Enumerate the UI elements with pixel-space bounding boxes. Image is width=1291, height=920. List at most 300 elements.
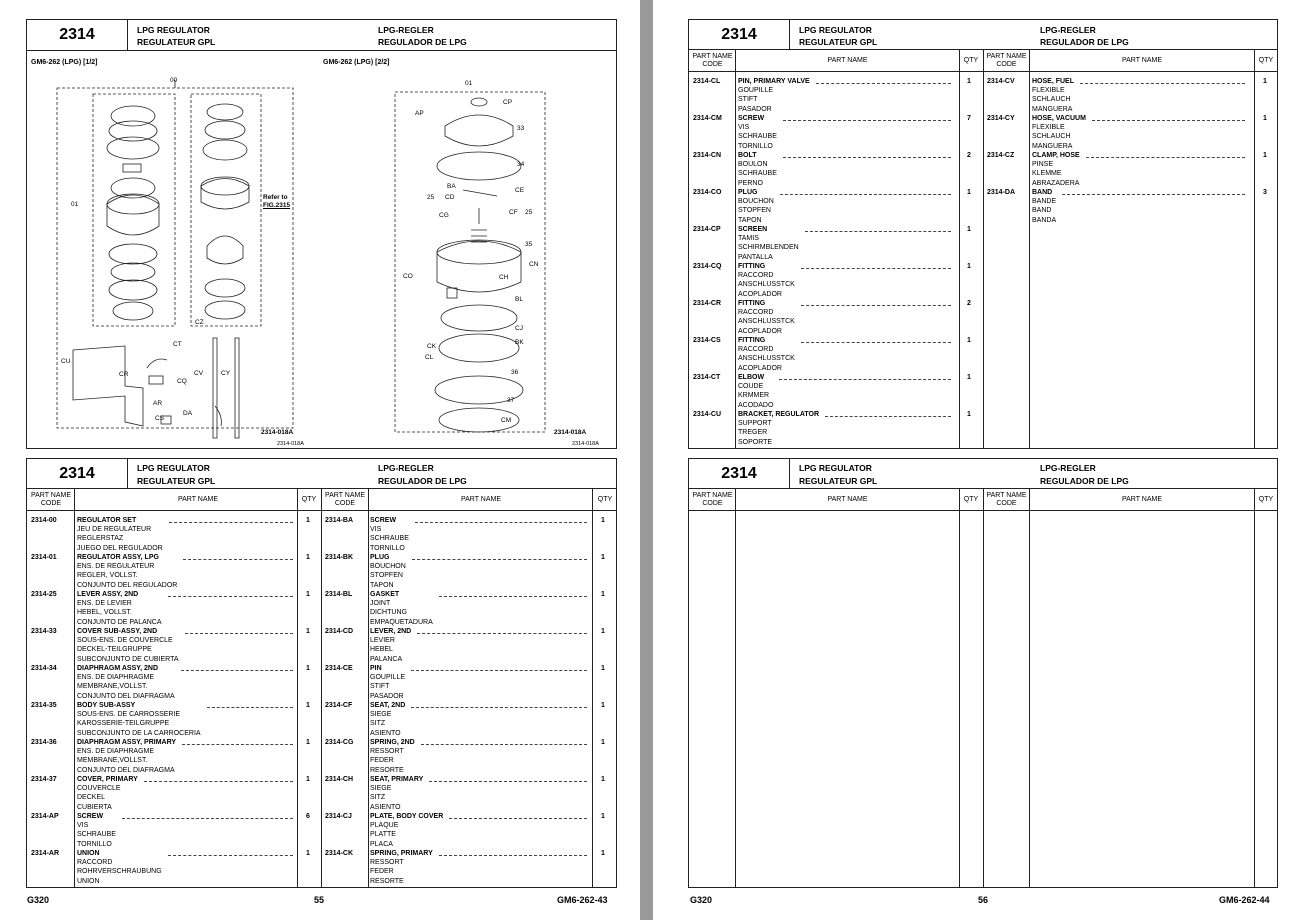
col-qty: QTY xyxy=(963,56,979,64)
part-name-translation: PLATTE xyxy=(370,831,396,839)
part-name-translation: ACOPLADOR xyxy=(738,364,782,372)
part-code: 2314-CQ xyxy=(693,263,722,270)
part-code: 2314-CL xyxy=(693,78,721,85)
part-name-translation: RESSORT xyxy=(370,859,404,867)
part-name-translation: PLAQUE xyxy=(370,822,399,830)
part-name-translation: BANDA xyxy=(1032,216,1057,224)
leader-line xyxy=(801,342,951,343)
part-code: 2314-CF xyxy=(325,702,353,709)
callout-ch: CH xyxy=(499,274,509,281)
col-code: PART NAME CODE xyxy=(30,491,72,507)
part-name-translation: SCHRAUBE xyxy=(738,170,777,178)
part-name-translation: JOINT xyxy=(370,600,391,608)
part-code: 2314-CR xyxy=(693,300,722,307)
part-name xyxy=(370,738,415,775)
leader-line xyxy=(816,83,951,84)
refer-to-figure-link[interactable]: FIG.2315 xyxy=(263,202,291,209)
part-code: 2314-CG xyxy=(325,739,354,746)
part-code: 2314-CU xyxy=(693,411,722,418)
part-code: 2314-CZ xyxy=(987,152,1015,159)
part-name-en: BOLT xyxy=(738,152,757,159)
part-name-en: SCREW xyxy=(738,115,765,122)
callout-37: 37 xyxy=(507,397,515,404)
callout-cs: CS xyxy=(155,415,165,422)
part-name-translation: ASIENTO xyxy=(370,729,401,737)
part-name xyxy=(738,225,799,262)
col-qty: QTY xyxy=(963,495,979,503)
part-name-en: CLAMP, HOSE xyxy=(1032,152,1080,159)
col-name-2: PART NAME xyxy=(1121,56,1163,64)
part-name-translation: ENS. DE DIAPHRAGME xyxy=(77,748,155,756)
part-name xyxy=(77,664,175,701)
part-name-en: UNION xyxy=(77,850,100,857)
part-qty: 1 xyxy=(306,628,310,635)
part-code: 2314-CT xyxy=(693,374,721,381)
title-es: REGULADOR DE LPG xyxy=(1040,37,1129,47)
callout-35: 35 xyxy=(525,241,533,248)
part-code: 2314-36 xyxy=(31,739,57,746)
part-name-translation: VIS xyxy=(738,124,750,132)
callout-ap: AP xyxy=(415,110,424,117)
part-name-en: SCREW xyxy=(370,517,397,524)
part-qty: 1 xyxy=(601,554,605,561)
part-name-translation: KLEMME xyxy=(1032,170,1062,178)
part-name-translation: BANDE xyxy=(1032,198,1057,206)
part-name-translation: PERNO xyxy=(738,179,763,187)
parts-table-right-bottom xyxy=(688,458,1278,888)
part-qty: 2 xyxy=(967,152,971,159)
leader-line xyxy=(825,416,951,417)
callout-ar: AR xyxy=(153,400,163,407)
diagram-panel xyxy=(26,19,617,449)
part-name-translation: ACODADO xyxy=(738,401,774,409)
part-name xyxy=(370,516,409,553)
part-name xyxy=(77,701,201,738)
leader-line xyxy=(415,522,587,523)
callout-cg: CG xyxy=(439,212,449,219)
part-qty: 1 xyxy=(967,411,971,418)
panel-header xyxy=(27,20,616,51)
part-name-translation: CONJUNTO DEL REGULADOR xyxy=(77,581,178,589)
part-name-translation: SUBCONJUNTO DE LA CARROCERIA xyxy=(77,729,201,737)
figure-number: 2314 xyxy=(689,20,790,49)
part-qty: 1 xyxy=(601,776,605,783)
leader-line xyxy=(411,707,587,708)
part-name-translation: PANTALLA xyxy=(738,253,773,261)
callout-ct: CT xyxy=(173,341,182,348)
part-code: 2314-00 xyxy=(31,517,57,524)
part-name-translation: TAMIS xyxy=(738,235,759,243)
part-qty: 1 xyxy=(967,226,971,233)
part-name-translation: BAND xyxy=(1032,207,1052,215)
part-name-translation: TREGER xyxy=(738,429,768,437)
diagram-a-code: 2314-018A xyxy=(261,429,294,436)
part-name-translation: SITZ xyxy=(370,794,386,802)
part-code: 2314-BA xyxy=(325,517,354,524)
part-name-translation: CUBIERTA xyxy=(77,803,112,811)
part-name-translation: CONJUNTO DEL DIAFRAGMA xyxy=(77,692,175,700)
diagram-b-code: 2314-018A xyxy=(554,429,587,436)
part-name-en: SCREEN xyxy=(738,226,768,233)
callout-cm: CM xyxy=(501,417,512,424)
part-name-translation: DECKEL xyxy=(77,794,106,802)
leader-line xyxy=(783,120,951,121)
diagram-label-a: GM6-262 (LPG) [1/2] xyxy=(31,59,98,66)
part-name-translation: ANSCHLUSSTCK xyxy=(738,318,795,326)
parts-table-left xyxy=(26,458,617,888)
part-name xyxy=(1032,188,1056,225)
part-code: 2314-25 xyxy=(31,591,57,598)
part-name-translation: STIFT xyxy=(738,96,758,104)
part-qty: 1 xyxy=(601,702,605,709)
leader-line xyxy=(417,633,587,634)
part-name-en: PLATE, BODY COVER xyxy=(370,813,444,820)
page-gutter xyxy=(640,0,653,920)
part-code: 2314-CD xyxy=(325,628,354,635)
leader-line xyxy=(168,596,293,597)
diagram-b-code-small: 2314-018A xyxy=(572,441,599,447)
part-name-translation: CONJUNTO DE PALANCA xyxy=(77,618,162,626)
part-name-translation: SIEGE xyxy=(370,711,392,719)
part-name-translation: BOUCHON xyxy=(738,198,774,206)
figure-number: 2314 xyxy=(689,459,790,488)
part-name xyxy=(370,553,406,590)
part-name-translation: SCHRAUBE xyxy=(738,133,777,141)
part-name-translation: PINSE xyxy=(1032,161,1054,169)
part-name-translation: SITZ xyxy=(370,720,386,728)
part-name-en: DIAPHRAGM ASSY, 2ND xyxy=(77,665,159,672)
diagram-a-code-small: 2314-018A xyxy=(277,441,304,447)
part-name-translation: BOUCHON xyxy=(370,563,406,571)
part-name-en: PLUG xyxy=(370,554,390,561)
part-qty: 1 xyxy=(601,665,605,672)
part-name-translation: SCHLAUCH xyxy=(1032,133,1071,141)
part-qty: 1 xyxy=(601,850,605,857)
part-name-translation: PASADOR xyxy=(738,105,772,113)
exploded-diagram-a xyxy=(55,76,325,446)
col-name: PART NAME xyxy=(827,56,868,64)
part-name-translation: FLEXIBLE xyxy=(1032,87,1065,95)
part-code: 2314-BK xyxy=(325,554,354,561)
title-fr: REGULATEUR GPL xyxy=(137,37,216,47)
callout-33: 33 xyxy=(517,125,525,132)
part-name xyxy=(738,77,810,114)
right-page xyxy=(653,0,1291,920)
part-name-en: PIN, PRIMARY VALVE xyxy=(738,78,810,85)
leader-line xyxy=(805,231,951,232)
part-code: 2314-CP xyxy=(693,226,721,233)
part-name-translation: VIS xyxy=(77,822,89,830)
leader-line xyxy=(1062,194,1245,195)
part-qty: 1 xyxy=(601,813,605,820)
leader-line xyxy=(412,559,587,560)
part-name-en: FITTING xyxy=(738,300,766,307)
callout-cf: CF xyxy=(509,209,518,216)
part-name-translation: UNION xyxy=(77,877,100,885)
title-es: REGULADOR DE LPG xyxy=(1040,476,1129,486)
col-name-2: PART NAME xyxy=(1121,495,1163,503)
part-name xyxy=(1032,77,1074,114)
part-name-translation: STOPFEN xyxy=(370,572,403,580)
part-name-en: PLUG xyxy=(738,189,758,196)
footer-page-number: 56 xyxy=(978,895,989,905)
part-code: 2314-CO xyxy=(693,189,722,196)
part-name xyxy=(77,849,162,886)
part-qty: 1 xyxy=(1263,115,1267,122)
callout-ba: BA xyxy=(447,183,456,190)
leader-line xyxy=(780,194,951,195)
leader-line xyxy=(779,379,951,380)
part-name-translation: FEDER xyxy=(370,868,394,876)
leader-line xyxy=(182,744,293,745)
part-qty: 1 xyxy=(1263,152,1267,159)
part-qty: 1 xyxy=(601,517,605,524)
callout-cj: CJ xyxy=(515,325,523,332)
part-qty: 1 xyxy=(306,702,310,709)
part-name-en: BRACKET, REGULATOR xyxy=(738,411,820,418)
part-name-translation: SOPORTE xyxy=(738,438,773,446)
callout-00: 00 xyxy=(170,77,178,84)
part-code: 2314-CH xyxy=(325,776,354,783)
part-name-translation: SOUS-ENS. DE COUVERCLE xyxy=(77,637,173,645)
col-code: PART NAME CODE xyxy=(692,491,733,507)
part-name xyxy=(77,812,116,849)
title-es: REGULADOR DE LPG xyxy=(378,476,467,486)
col-code-2: PART NAME CODE xyxy=(986,491,1027,507)
part-name-translation: TORNILLO xyxy=(77,840,112,848)
title-de: LPG-REGLER xyxy=(1040,25,1096,35)
footer-code: GM6-262-43 xyxy=(557,895,608,905)
part-code: 2314-AP xyxy=(31,813,59,820)
leader-line xyxy=(439,596,587,597)
part-name-translation: RACCORD xyxy=(738,309,774,317)
col-code: PART NAME CODE xyxy=(692,52,733,68)
part-name-translation: GOUPILLE xyxy=(370,674,406,682)
part-name-translation: DECKEL-TEILGRUPPE xyxy=(77,646,152,654)
part-name-translation: DICHTUNG xyxy=(370,609,407,617)
part-name-translation: ACOPLADOR xyxy=(738,327,782,335)
part-name xyxy=(738,188,774,225)
part-qty: 1 xyxy=(967,189,971,196)
leader-line xyxy=(449,818,587,819)
callout-ck: CK xyxy=(427,343,437,350)
part-name-translation: TORNILLO xyxy=(738,142,773,150)
part-name-translation: RESORTE xyxy=(370,877,404,885)
col-qty-2: QTY xyxy=(1258,56,1274,64)
part-name-translation: COUVERCLE xyxy=(77,785,121,793)
callout-25: 25 xyxy=(427,194,435,201)
part-name xyxy=(738,151,777,188)
part-name-translation: STOPFEN xyxy=(738,207,771,215)
part-qty: 1 xyxy=(967,78,971,85)
footer-model: G320 xyxy=(690,895,713,905)
part-name-translation: RACCORD xyxy=(738,272,774,280)
parts-table-right-top xyxy=(688,19,1278,449)
part-name-translation: SUBCONJUNTO DE CUBIERTA xyxy=(77,655,179,663)
leader-line xyxy=(1080,83,1245,84)
callout-cu: CU xyxy=(61,358,71,365)
callout-34: 34 xyxy=(517,161,525,168)
part-name-en: BAND xyxy=(1032,189,1053,196)
part-code: 2314-35 xyxy=(31,702,57,709)
part-name-translation: FEDER xyxy=(370,757,394,765)
part-code: 2314-AR xyxy=(31,850,60,857)
title-es: REGULADOR DE LPG xyxy=(378,37,467,47)
part-name-en: SPRING, 2ND xyxy=(370,739,415,746)
part-name xyxy=(77,553,177,590)
part-code: 2314-DA xyxy=(987,189,1016,196)
part-code: 2314-CS xyxy=(693,337,721,344)
part-name xyxy=(738,373,773,410)
part-name xyxy=(77,590,162,627)
part-qty: 6 xyxy=(306,813,310,820)
leader-line xyxy=(801,268,951,269)
callout-cn: CN xyxy=(529,261,539,268)
part-name-translation: SCHRAUBE xyxy=(77,831,116,839)
part-name-translation: JEU DE REGULATEUR xyxy=(77,526,152,534)
part-qty: 1 xyxy=(306,591,310,598)
leader-line xyxy=(144,781,293,782)
part-qty: 1 xyxy=(601,739,605,746)
col-code-2: PART NAME CODE xyxy=(324,491,366,507)
part-name-en: BODY SUB-ASSY xyxy=(77,702,136,709)
title-fr: REGULATEUR GPL xyxy=(137,476,216,486)
callout-cf-25: 25 xyxy=(525,209,533,216)
left-page xyxy=(0,0,640,920)
callout-cd: CD xyxy=(445,194,455,201)
col-name-2: PART NAME xyxy=(460,495,502,503)
part-name-en: GASKET xyxy=(370,591,400,598)
part-name-en: REGULATOR ASSY, LPG xyxy=(77,554,159,561)
part-name-translation: BOULON xyxy=(738,161,768,169)
part-name xyxy=(738,336,795,373)
part-name-translation: PASADOR xyxy=(370,692,404,700)
part-name-translation: SIEGE xyxy=(370,785,392,793)
part-qty: 1 xyxy=(967,337,971,344)
part-name xyxy=(738,299,795,336)
figure-number: 2314 xyxy=(27,20,128,50)
col-qty: QTY xyxy=(301,495,317,503)
refer-to-label: Refer to xyxy=(263,194,288,201)
leader-line xyxy=(168,855,293,856)
part-name-en: LEVER, 2ND xyxy=(370,628,412,635)
part-name-translation: COUDE xyxy=(738,383,764,391)
title-en: LPG REGULATOR xyxy=(137,463,210,473)
title-de: LPG-REGLER xyxy=(1040,463,1096,473)
part-code: 2314-CK xyxy=(325,850,354,857)
part-name xyxy=(370,775,423,812)
part-name-en: FITTING xyxy=(738,337,766,344)
part-name-translation: HEBEL xyxy=(370,646,393,654)
col-name: PART NAME xyxy=(827,495,868,503)
part-name xyxy=(77,775,138,812)
part-qty: 1 xyxy=(306,739,310,746)
part-code: 2314-CJ xyxy=(325,813,352,820)
part-name-translation: REGLER, VOLLST. xyxy=(77,572,138,580)
leader-line xyxy=(169,522,293,523)
leader-line xyxy=(122,818,293,819)
part-name-translation: RESSORT xyxy=(370,748,404,756)
footer-model: G320 xyxy=(27,895,50,905)
figure-number: 2314 xyxy=(27,459,128,488)
part-name-translation: SCHLAUCH xyxy=(1032,96,1071,104)
part-name-translation: EMPAQUETADURA xyxy=(370,618,433,626)
part-qty: 1 xyxy=(306,554,310,561)
part-name-translation: TORNILLO xyxy=(370,544,405,552)
part-name-translation: ROHRVERSCHRAUBUNG xyxy=(77,868,162,876)
part-name-translation: PALANCA xyxy=(370,655,403,663)
part-name-translation: TAPON xyxy=(738,216,762,224)
part-qty: 7 xyxy=(967,115,971,122)
table-header xyxy=(689,459,1277,489)
part-name-translation: ANSCHLUSSTCK xyxy=(738,281,795,289)
callout-cq: CQ xyxy=(177,378,187,385)
part-code: 2314-34 xyxy=(31,665,57,672)
part-name-translation: RACCORD xyxy=(77,859,113,867)
part-name-translation: ENS. DE REGULATEUR xyxy=(77,563,155,571)
footer-page-number: 55 xyxy=(314,895,325,905)
part-name-translation: TAPON xyxy=(370,581,394,589)
part-name-translation: MANGUERA xyxy=(1032,105,1073,113)
callout-bl: BL xyxy=(515,296,523,303)
part-name-translation: CONJUNTO DEL DIAFRAGMA xyxy=(77,766,175,774)
col-qty-2: QTY xyxy=(597,495,613,503)
part-name-translation: GOUPILLE xyxy=(738,87,774,95)
part-name xyxy=(77,738,176,775)
callout-da: DA xyxy=(183,410,193,417)
part-name xyxy=(370,590,433,627)
part-qty: 1 xyxy=(306,665,310,672)
leader-line xyxy=(1092,120,1245,121)
part-code: 2314-CE xyxy=(325,665,353,672)
part-name-translation: REGLERSTAZ xyxy=(77,535,124,543)
part-name-translation: SOUS-ENS. DE CARROSSERIE xyxy=(77,711,181,719)
part-name-translation: SCHRAUBE xyxy=(370,535,409,543)
part-name-en: HOSE, VACUUM xyxy=(1032,115,1086,122)
title-fr: REGULATEUR GPL xyxy=(799,37,878,47)
part-name-translation: ACOPLADOR xyxy=(738,290,782,298)
part-name-translation: ANSCHLUSSTCK xyxy=(738,355,795,363)
part-qty: 1 xyxy=(967,374,971,381)
part-name-translation: STIFT xyxy=(370,683,390,691)
part-name xyxy=(77,516,163,553)
title-de: LPG-REGLER xyxy=(378,463,434,473)
part-name-translation: MANGUERA xyxy=(1032,142,1073,150)
part-name-en: REGULATOR SET xyxy=(77,517,137,524)
part-name-translation: FLEXIBLE xyxy=(1032,124,1065,132)
part-name-translation: RACCORD xyxy=(738,346,774,354)
part-qty: 2 xyxy=(967,300,971,307)
part-name-translation: LEVIER xyxy=(370,637,395,645)
part-name-en: SEAT, PRIMARY xyxy=(370,776,424,783)
part-name-translation: ASIENTO xyxy=(370,803,401,811)
part-code: 2314-37 xyxy=(31,776,57,783)
part-name xyxy=(370,812,443,849)
part-name-translation: ABRAZADERA xyxy=(1032,179,1080,187)
leader-line xyxy=(185,633,293,634)
part-qty: 1 xyxy=(601,591,605,598)
col-name: PART NAME xyxy=(177,495,219,503)
part-name-translation: MEMBRANE,VOLLST. xyxy=(77,757,148,765)
callout-cl: CL xyxy=(425,354,434,361)
callout-bk: BK xyxy=(515,339,524,346)
part-name-en: LEVER ASSY, 2ND xyxy=(77,591,139,598)
part-name-en: HOSE, FUEL xyxy=(1032,78,1075,85)
part-name-en: DIAPHRAGM ASSY, PRIMARY xyxy=(77,739,177,746)
part-code: 2314-CV xyxy=(987,78,1015,85)
leader-line xyxy=(207,707,293,708)
part-name xyxy=(370,701,405,738)
